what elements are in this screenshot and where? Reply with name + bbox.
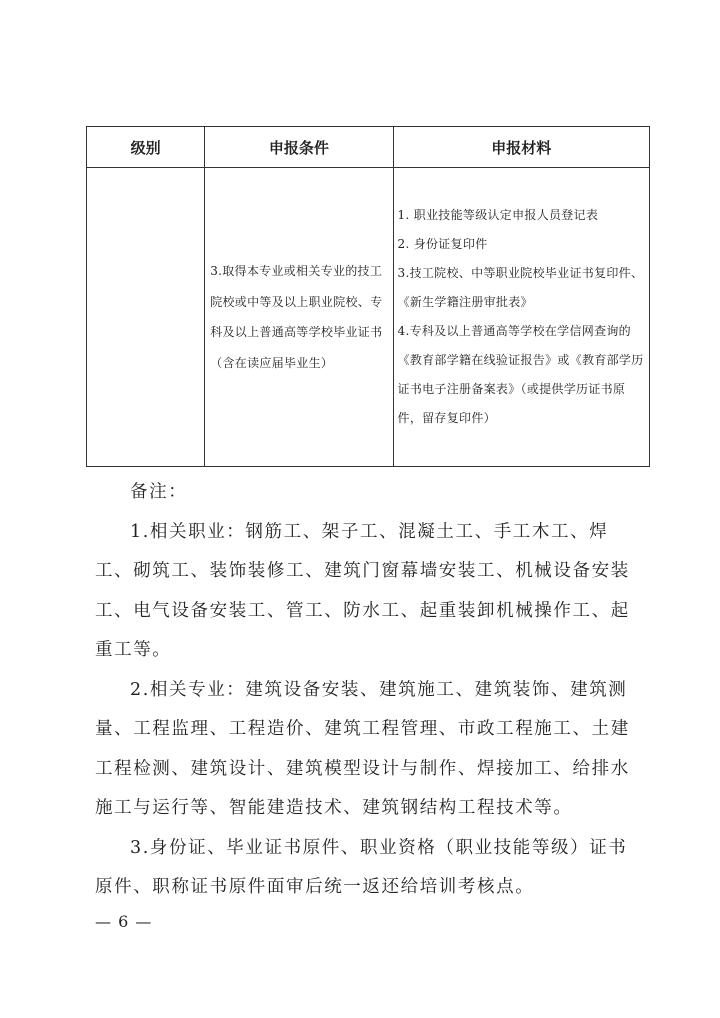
table-row: [87, 168, 650, 467]
notes-title: 备注：: [130, 482, 188, 502]
material-item: 3.技工院校、中等职业院校毕业证书复印件、《新生学籍注册审批表》: [397, 266, 644, 309]
header-level: 级别: [87, 127, 205, 168]
notes-section: [95, 473, 645, 908]
material-item: 4.专科及以上普通高等学校在学信网查询的《教育部学籍在线验证报告》或《教育部学历证书电子注册备案表》（或提供学历证书原件，留存复印件）: [397, 324, 644, 425]
level-cell: [87, 168, 205, 467]
note-item: 3.身份证、毕业证书原件、职业资格（职业技能等级）证书原件、职称证书原件面审后统一返还给培训考核点。: [95, 837, 628, 897]
materials-cell: [393, 168, 649, 467]
note-item: 1.相关职业：钢筋工、架子工、混凝土工、手工木工、焊工、砌筑工、装饰装修工、建筑门窗幕墙安装工、机械设备安装工、电气设备安装工、管工、防水工、起重装卸机械操作工、起重工等。: [95, 521, 630, 660]
table-header-row: [87, 127, 650, 168]
application-table: [86, 126, 650, 467]
note-item: 2.相关专业：建筑设备安装、建筑施工、建筑装饰、建筑测量、工程监理、工程造价、建筑工程管理、市政工程施工、土建工程检测、建筑设计、建筑模型设计与制作、焊接加工、给排水施工与运行等、智能建造技术、建筑钢结构工程技术等。: [95, 679, 630, 818]
page-number: — 6 —: [95, 912, 153, 931]
header-materials: 申报材料: [393, 127, 649, 168]
material-item: 2. 身份证复印件: [397, 237, 488, 251]
material-item: 1. 职业技能等级认定申报人员登记表: [397, 208, 599, 222]
condition-cell: 3.取得本专业或相关专业的技工院校或中等及以上职业院校、专科及以上普通高等学校毕业证书（含在读应届毕业生）: [205, 168, 393, 467]
header-condition: 申报条件: [205, 127, 393, 168]
